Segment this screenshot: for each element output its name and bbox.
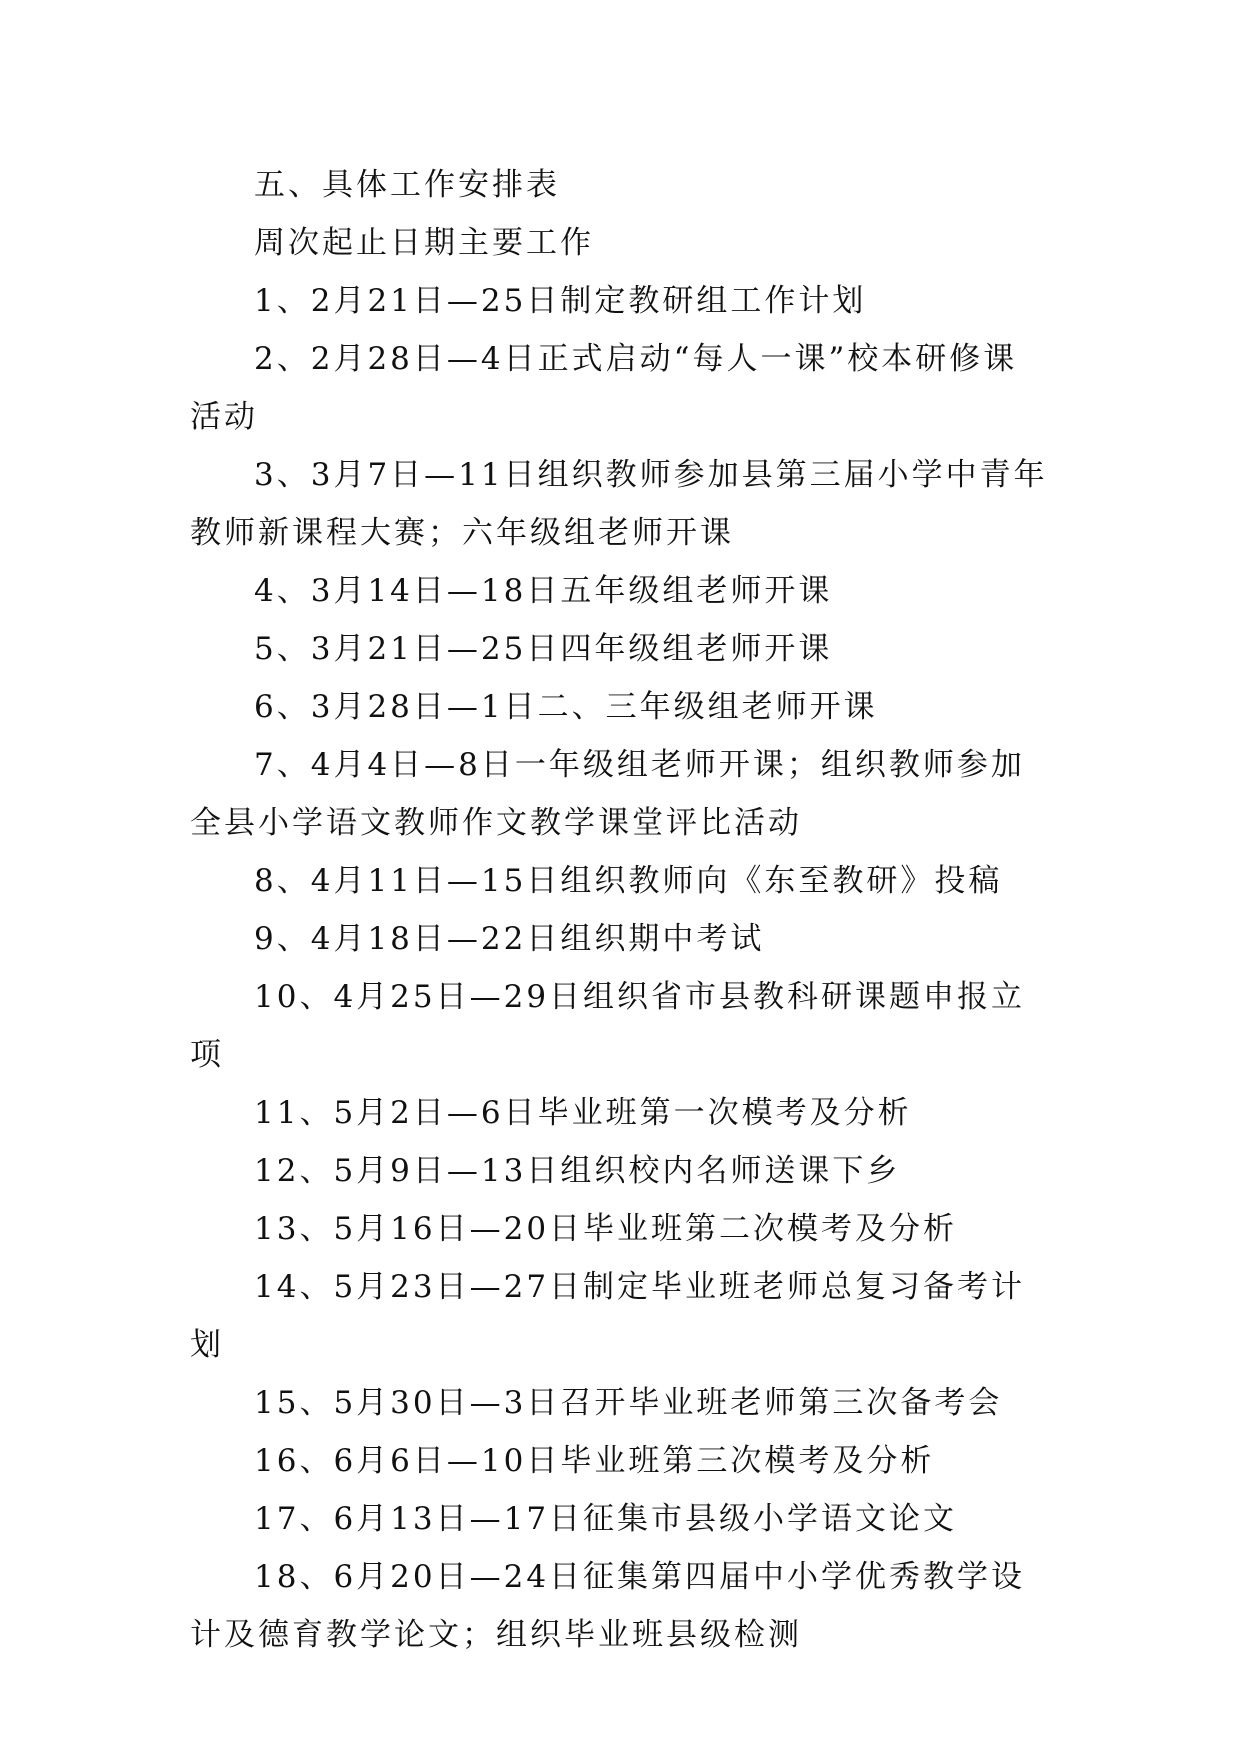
- schedule-item-5: 5、3月21日—25日四年级组老师开课: [254, 631, 833, 667]
- schedule-item-9: 9、4月18日—22日组织期中考试: [254, 921, 765, 957]
- document-body: [190, 156, 1050, 1664]
- schedule-item-17: 17、6月13日—17日征集市县级小学语文论文: [254, 1501, 958, 1537]
- schedule-item-8: 8、4月11日—15日组织教师向《东至教研》投稿: [254, 863, 1003, 899]
- table-header: 周次起止日期主要工作: [254, 225, 594, 261]
- schedule-item-1: 1、2月21日—25日制定教研组工作计划: [254, 283, 867, 319]
- schedule-item-11: 11、5月2日—6日毕业班第一次模考及分析: [254, 1095, 912, 1131]
- schedule-item-3: 3、3月7日—11日组织教师参加县第三届小学中青年教师新课程大赛；六年级组老师开课: [190, 457, 1048, 551]
- section-heading: 五、具体工作安排表: [254, 167, 560, 203]
- schedule-item-15: 15、5月30日—3日召开毕业班老师第三次备考会: [254, 1385, 1003, 1421]
- schedule-item-4: 4、3月14日—18日五年级组老师开课: [254, 573, 833, 609]
- schedule-item-12: 12、5月9日—13日组织校内名师送课下乡: [254, 1153, 901, 1189]
- schedule-item-13: 13、5月16日—20日毕业班第二次模考及分析: [254, 1211, 958, 1247]
- schedule-item-14: 14、5月23日—27日制定毕业班老师总复习备考计划: [190, 1269, 1026, 1363]
- schedule-item-7: 7、4月4日—8日一年级组老师开课；组织教师参加全县小学语文教师作文教学课堂评比活动: [190, 747, 1025, 841]
- schedule-item-6: 6、3月28日—1日二、三年级组老师开课: [254, 689, 878, 725]
- schedule-item-2: 2、2月28日—4日正式启动“每人一课”校本研修课活动: [190, 341, 1018, 435]
- schedule-item-16: 16、6月6日—10日毕业班第三次模考及分析: [254, 1443, 935, 1479]
- schedule-item-10: 10、4月25日—29日组织省市县教科研课题申报立项: [190, 979, 1026, 1073]
- schedule-item-18: 18、6月20日—24日征集第四届中小学优秀教学设计及德育教学论文；组织毕业班县级检测: [190, 1559, 1026, 1653]
